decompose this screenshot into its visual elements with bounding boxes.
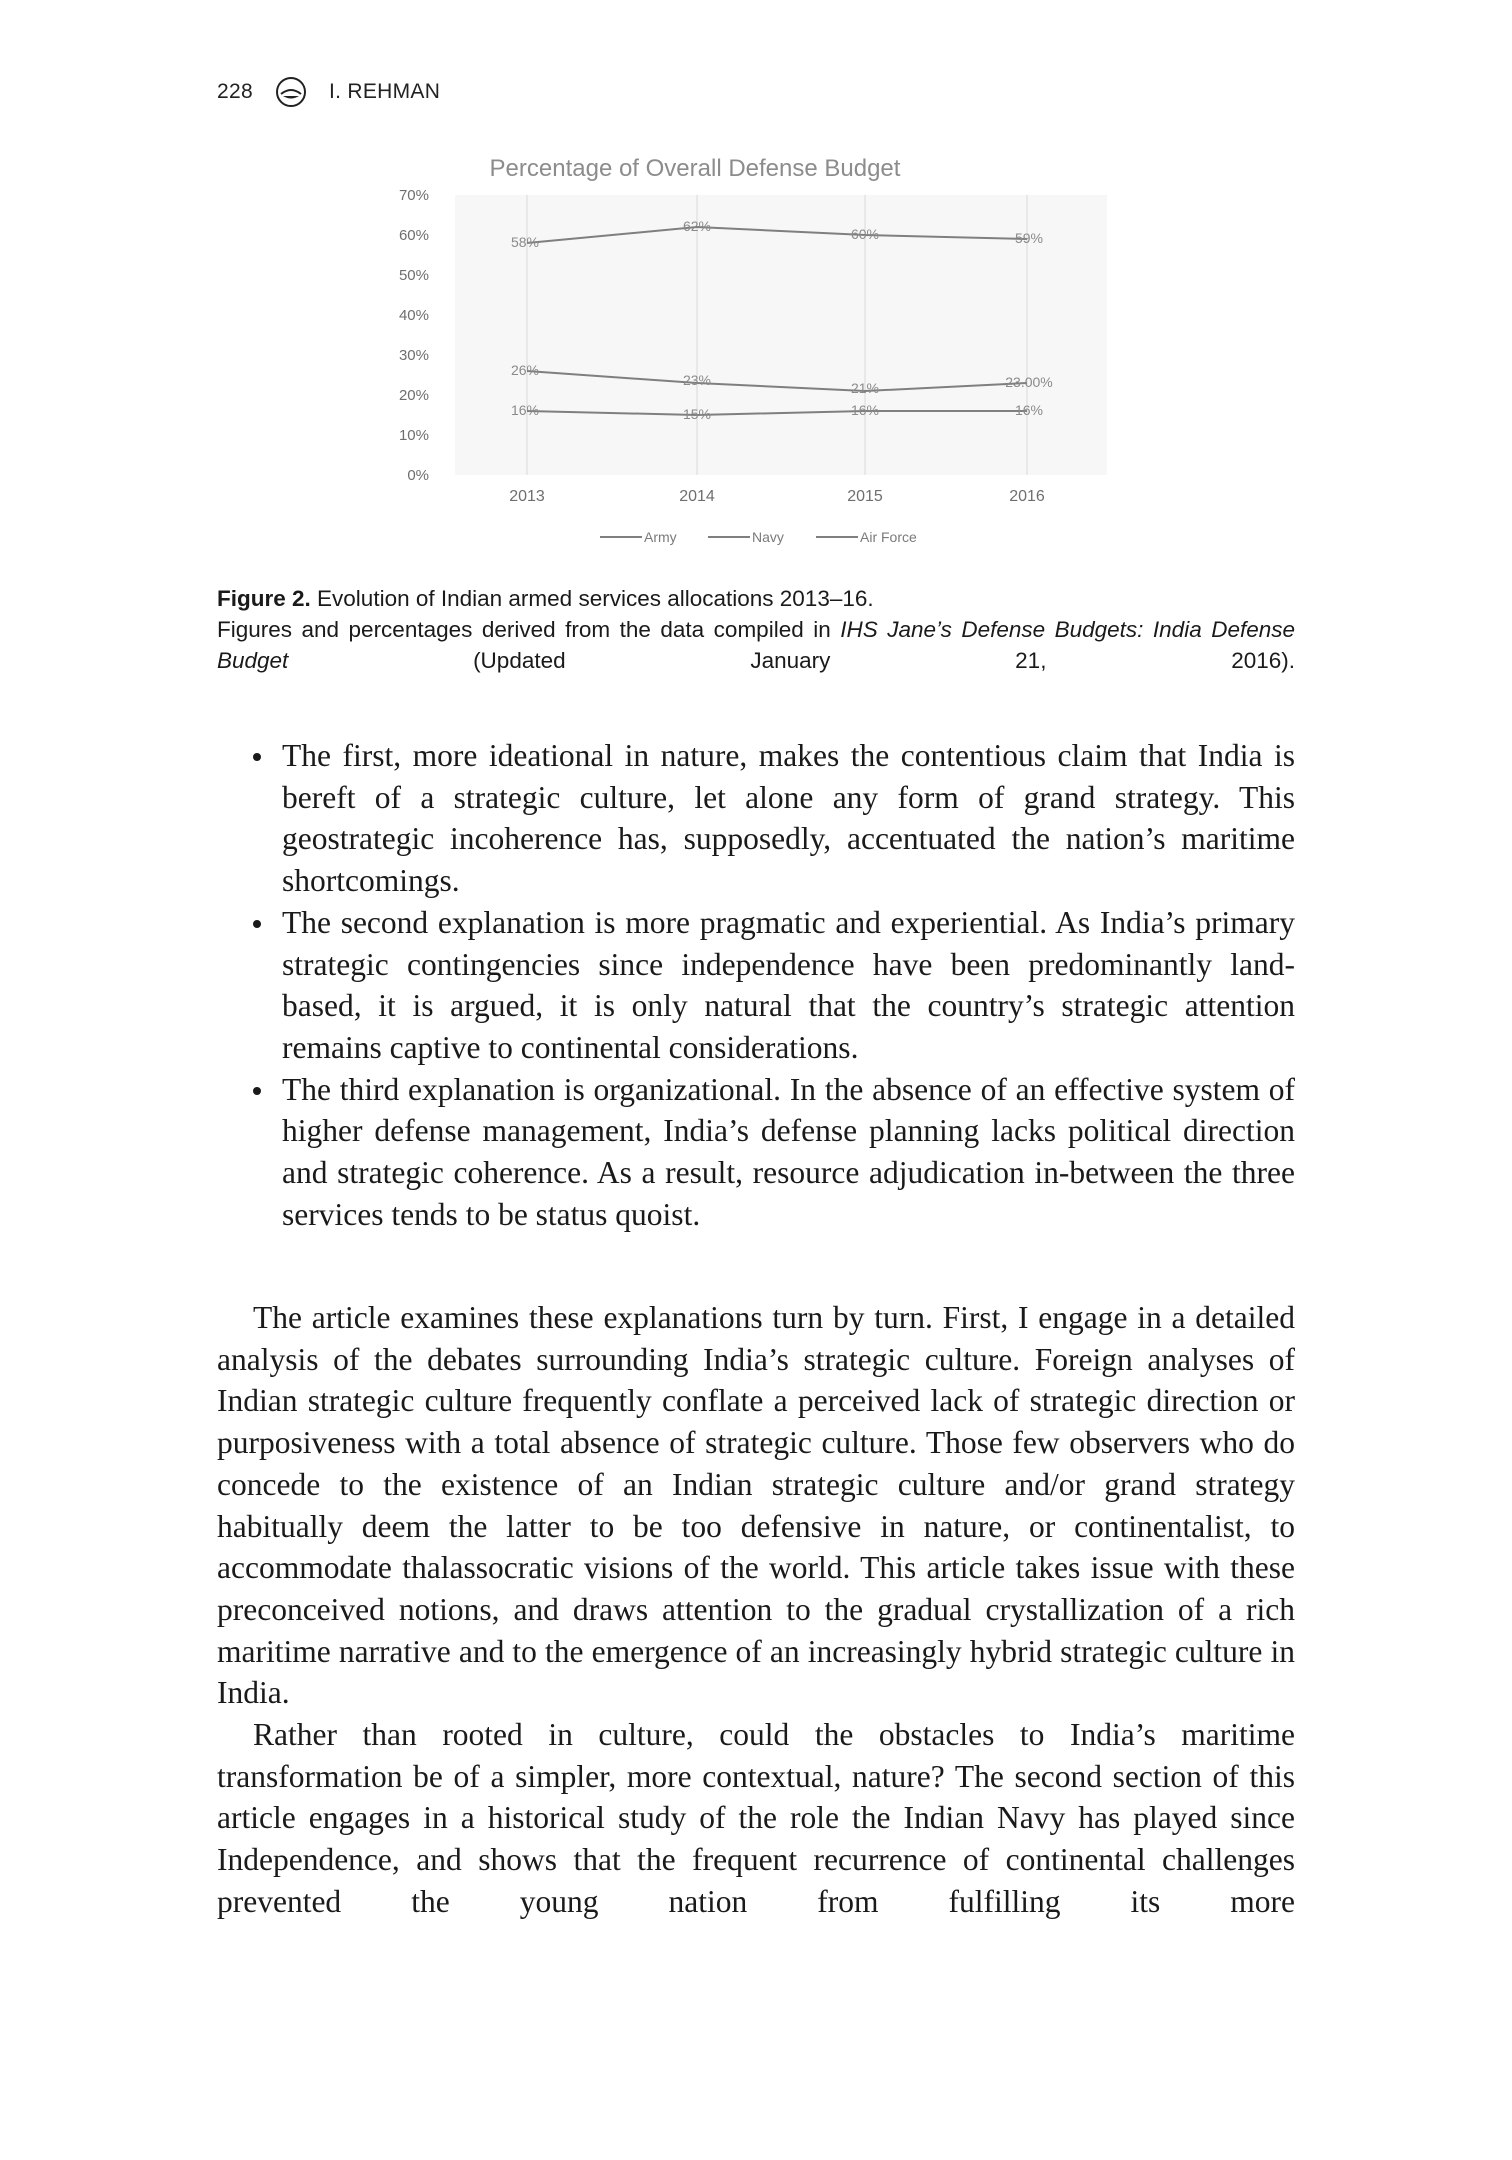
author-name: I. REHMAN — [328, 80, 441, 103]
data-label: 60% — [850, 226, 880, 242]
x-tick-label: 2014 — [679, 488, 715, 505]
paragraph: Rather than rooted in culture, could the obstacles to India’s maritime transformation be of a simpler, more contextual, nature? The second section of this article engages in a historical study of the role the Indian Navy has played since Independence, and shows that the frequent recurrence of continental challenges prevented the young nation from fulfilling its more — [217, 1717, 1295, 1919]
x-tick-label: 2013 — [509, 488, 545, 505]
paragraph: The article examines these explanations turn by turn. First, I engage in a detailed analysis of the debates surrounding India’s strategic culture. Foreign analyses of Indian strategic culture frequently conflate a perceived lack of strategic direction or purposiveness with a total absence of strategic culture. Those few observers who do concede to the existence of an Indian strategic culture and/or grand strategy habitually deem the latter to be too defensive in nature, or continentalist, to accommodate thalassocratic visions of the world. This article takes issue with these preconceived notions, and draws attention to the gradual crystallization of a rich maritime narrative and to the emergence of an increasingly hybrid strategic culture in India. — [217, 1300, 1295, 1711]
body-paragraphs — [217, 1297, 1295, 1923]
y-tick-label: 10% — [398, 427, 429, 444]
data-label: 23% — [682, 372, 712, 388]
data-label: 16% — [510, 402, 540, 418]
data-label: 59% — [1014, 230, 1044, 246]
data-label: 23.00% — [1005, 374, 1053, 390]
bullet-list — [217, 735, 1295, 1235]
caption-note-suffix: (Updated January 21, 2016). — [288, 648, 1295, 673]
y-tick-label: 30% — [398, 347, 429, 364]
y-tick-label: 60% — [398, 227, 429, 244]
caption-note-source: IHS Jane’s Defense Budgets: India Defense Budget — [217, 617, 1296, 673]
data-label: 21% — [850, 380, 880, 396]
y-tick-label: 0% — [407, 467, 429, 484]
y-tick-label: 20% — [398, 387, 429, 404]
x-tick-label: 2015 — [847, 488, 883, 505]
data-label: 26% — [510, 362, 540, 378]
chart-title: Percentage of Overall Defense Budget — [489, 155, 901, 182]
publisher-logo-icon — [275, 76, 307, 108]
caption-note-prefix: Figures and percentages derived from the data compiled in — [217, 617, 841, 642]
caption-note — [217, 614, 1295, 676]
x-tick-label: 2016 — [1009, 488, 1045, 505]
data-label: 16% — [1014, 402, 1044, 418]
chart-svg — [375, 145, 1115, 565]
data-label: 58% — [510, 234, 540, 250]
running-head — [217, 76, 440, 108]
y-tick-label: 70% — [398, 187, 429, 204]
caption-label: Figure 2. — [217, 586, 311, 611]
legend-label: Navy — [752, 529, 784, 545]
data-label: 15% — [682, 406, 712, 422]
y-tick-label: 50% — [398, 267, 429, 284]
bullet-item: The second explanation is more pragmatic and experiential. As India’s primary strategic contingencies since independence have been predominantly land-based, it is argued, it is only natural that the country’s strategic attention remains captive to continental considerations. — [217, 902, 1295, 1069]
legend-label: Army — [644, 529, 677, 545]
legend-label: Air Force — [860, 529, 917, 545]
bullet-item: The first, more ideational in nature, makes the contentious claim that India is bereft of a strategic culture, let alone any form of grand strategy. This geostrategic incoherence has, supposedly, accentuated the nation’s maritime shortcomings. — [217, 735, 1295, 902]
y-tick-label: 40% — [398, 307, 429, 324]
data-label: 62% — [682, 218, 712, 234]
bullet-item: The third explanation is organizational. In the absence of an effective system of higher defense management, India’s defense planning lacks political direction and strategic coherence. As a result, resource adjudication in-between the three services tends to be status quoist. — [217, 1069, 1295, 1236]
page-number: 228 — [217, 80, 253, 103]
data-label: 16% — [850, 402, 880, 418]
line-chart — [375, 145, 1115, 565]
caption-text: Evolution of Indian armed services allocations 2013–16. — [310, 586, 874, 611]
plot-area — [455, 195, 1107, 475]
figure-caption — [217, 583, 1295, 676]
